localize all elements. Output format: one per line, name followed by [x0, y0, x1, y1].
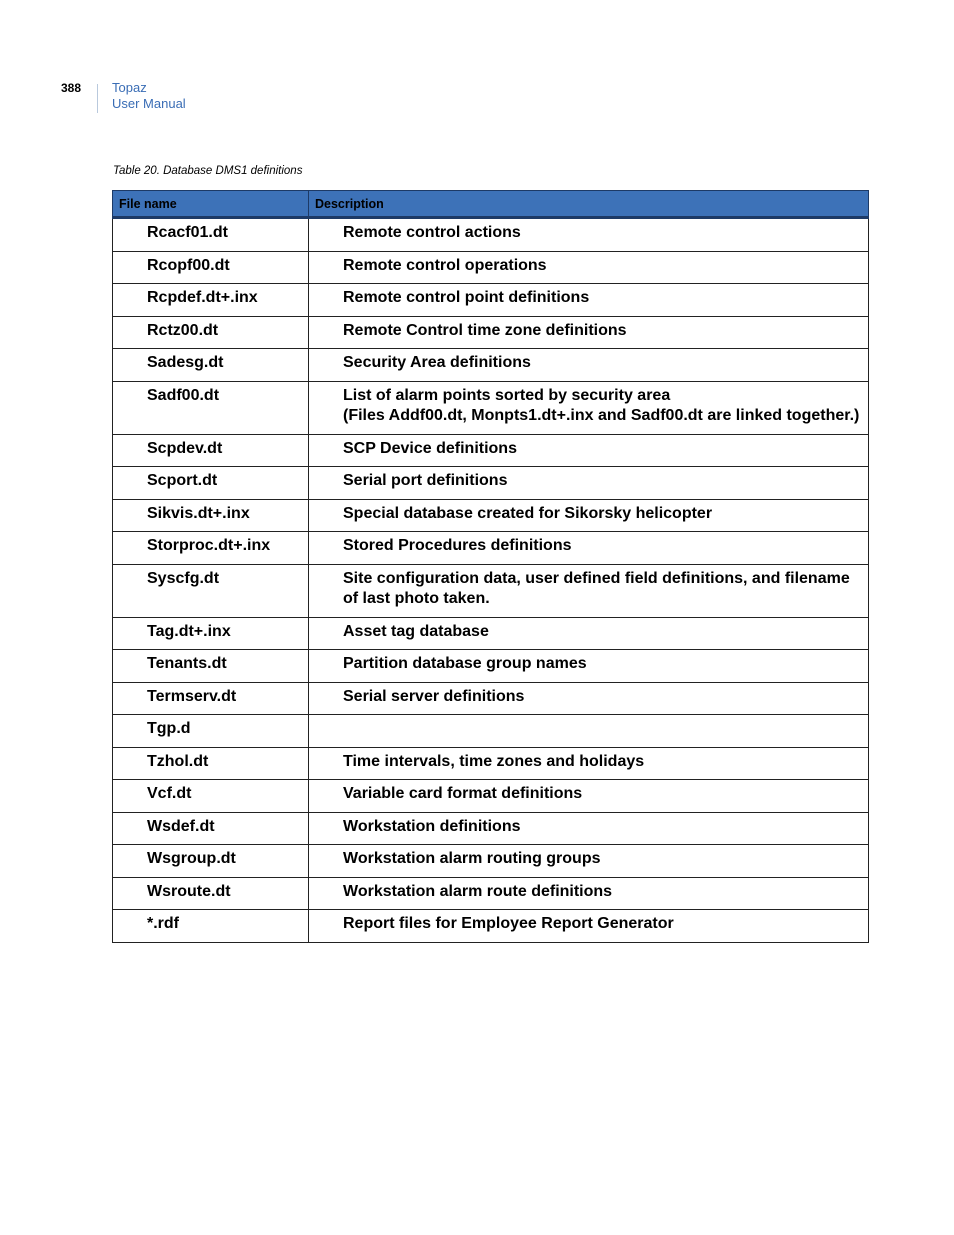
table-row	[113, 349, 869, 382]
column-header-file-name: File name	[113, 191, 309, 218]
description-cell: Security Area definitions	[309, 349, 869, 382]
header-divider	[97, 84, 98, 113]
file-name-cell: Sadf00.dt	[113, 381, 309, 434]
description-cell: Stored Procedures definitions	[309, 532, 869, 565]
description-cell: Remote Control time zone definitions	[309, 316, 869, 349]
file-name-cell: Sadesg.dt	[113, 349, 309, 382]
file-name-cell: Tgp.d	[113, 715, 309, 748]
file-name-cell: Rctz00.dt	[113, 316, 309, 349]
table-row	[113, 218, 869, 252]
manual-name: User Manual	[112, 96, 186, 111]
table-row	[113, 284, 869, 317]
table-row	[113, 715, 869, 748]
file-name-cell: Sikvis.dt+.inx	[113, 499, 309, 532]
table-row	[113, 467, 869, 500]
column-header-description: Description	[309, 191, 869, 218]
table-row	[113, 499, 869, 532]
description-cell: Remote control operations	[309, 251, 869, 284]
description-cell: Remote control point definitions	[309, 284, 869, 317]
description-cell	[309, 715, 869, 748]
description-cell: Special database created for Sikorsky helicopter	[309, 499, 869, 532]
description-cell: Serial port definitions	[309, 467, 869, 500]
table-row	[113, 381, 869, 434]
description-cell: Asset tag database	[309, 617, 869, 650]
file-name-cell: Syscfg.dt	[113, 564, 309, 617]
description-cell: Workstation alarm route definitions	[309, 877, 869, 910]
description-cell: Remote control actions	[309, 218, 869, 252]
table-row	[113, 650, 869, 683]
file-name-cell: Rcacf01.dt	[113, 218, 309, 252]
table-caption: Table 20. Database DMS1 definitions	[113, 165, 303, 177]
description-cell	[309, 381, 869, 434]
description-cell: Time intervals, time zones and holidays	[309, 747, 869, 780]
file-name-cell: Tenants.dt	[113, 650, 309, 683]
file-name-cell: Wsgroup.dt	[113, 845, 309, 878]
table-row	[113, 532, 869, 565]
table-row	[113, 780, 869, 813]
header-title	[112, 80, 186, 112]
description-cell: Serial server definitions	[309, 682, 869, 715]
file-name-cell: Scport.dt	[113, 467, 309, 500]
description-cell: SCP Device definitions	[309, 434, 869, 467]
file-name-cell: Tag.dt+.inx	[113, 617, 309, 650]
description-cell: Partition database group names	[309, 650, 869, 683]
product-name: Topaz	[112, 80, 147, 95]
file-name-cell: Wsdef.dt	[113, 812, 309, 845]
page-number: 388	[61, 81, 82, 95]
file-name-cell: Storproc.dt+.inx	[113, 532, 309, 565]
table-row	[113, 877, 869, 910]
file-name-cell: Scpdev.dt	[113, 434, 309, 467]
description-cell: Report files for Employee Report Generator	[309, 910, 869, 943]
table-row	[113, 617, 869, 650]
description-line: List of alarm points sorted by security area	[343, 386, 671, 404]
description-cell: Workstation definitions	[309, 812, 869, 845]
table-row	[113, 316, 869, 349]
table-row	[113, 812, 869, 845]
file-name-cell: Termserv.dt	[113, 682, 309, 715]
file-name-cell: Wsroute.dt	[113, 877, 309, 910]
description-note: (Files Addf00.dt, Monpts1.dt+.inx and Sadf00.dt are linked together.)	[343, 407, 860, 424]
definitions-table	[112, 190, 869, 943]
table-row	[113, 251, 869, 284]
file-name-cell: Rcpdef.dt+.inx	[113, 284, 309, 317]
table-row	[113, 682, 869, 715]
file-name-cell: Vcf.dt	[113, 780, 309, 813]
description-cell: Variable card format definitions	[309, 780, 869, 813]
table-row	[113, 564, 869, 617]
table-row	[113, 747, 869, 780]
table-header-row	[113, 191, 869, 218]
file-name-cell: *.rdf	[113, 910, 309, 943]
description-cell: Site configuration data, user defined field definitions, and filename of last photo taken.	[309, 564, 869, 617]
table-row	[113, 910, 869, 943]
file-name-cell: Rcopf00.dt	[113, 251, 309, 284]
table-row	[113, 845, 869, 878]
table-row	[113, 434, 869, 467]
file-name-cell: Tzhol.dt	[113, 747, 309, 780]
description-cell: Workstation alarm routing groups	[309, 845, 869, 878]
